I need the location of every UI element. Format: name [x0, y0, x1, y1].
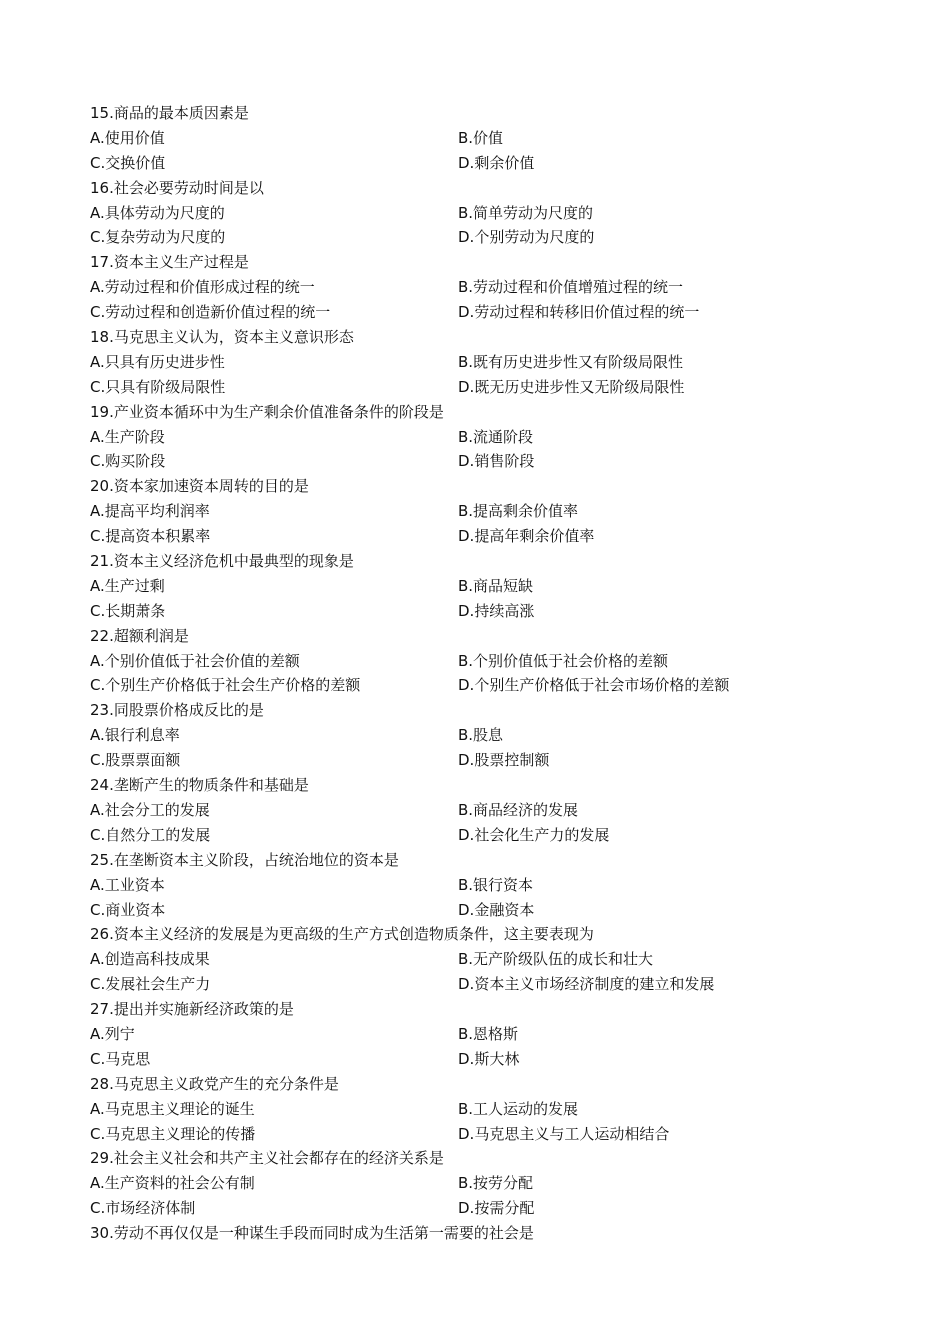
option-text: C.马克思主义理论的传播: [90, 1124, 256, 1143]
option-text: A.生产过剩: [90, 576, 165, 595]
option-text: A.个别价值低于社会价值的差额: [90, 651, 300, 670]
question-block: [90, 250, 880, 325]
option-text: C.劳动过程和创造新价值过程的统一: [90, 303, 331, 322]
option-text: B.既有历史进步性又有阶级局限性: [458, 352, 684, 371]
option-row: [90, 499, 880, 524]
question-block: [90, 400, 880, 475]
option-text: D.金融资本: [458, 900, 535, 919]
question-stem: 22.超额利润是: [90, 626, 189, 645]
option-text: D.按需分配: [458, 1199, 535, 1218]
option-text: D.劳动过程和转移旧价值过程的统一: [458, 303, 700, 322]
question-block: [90, 549, 880, 624]
option-text: A.工业资本: [90, 875, 165, 894]
option-row: [90, 350, 880, 375]
question-stem: 29.社会主义社会和共产主义社会都存在的经济关系是: [90, 1149, 444, 1168]
option-text: C.交换价值: [90, 153, 166, 172]
option-text: C.购买阶段: [90, 452, 166, 471]
option-text: C.股票票面额: [90, 751, 181, 770]
option-row: [90, 748, 880, 773]
option-row: [90, 649, 880, 674]
option-text: A.生产阶段: [90, 427, 165, 446]
option-text: A.列宁: [90, 1024, 135, 1043]
option-text: C.马克思: [90, 1049, 151, 1068]
option-row: [90, 201, 880, 226]
option-text: B.提高剩余价值率: [458, 502, 579, 521]
option-row: [90, 151, 880, 176]
option-text: D.既无历史进步性又无阶级局限性: [458, 377, 685, 396]
question-stem: 30.劳动不再仅仅是一种谋生手段而同时成为生活第一需要的社会是: [90, 1224, 534, 1243]
option-text: B.股息: [458, 726, 504, 745]
option-row: [90, 1047, 880, 1072]
question-block: [90, 922, 880, 997]
option-text: D.马克思主义与工人运动相结合: [458, 1124, 670, 1143]
question-block: [90, 624, 880, 699]
option-text: B.恩格斯: [458, 1024, 519, 1043]
option-text: C.提高资本积累率: [90, 527, 211, 546]
question-stem: 24.垄断产生的物质条件和基础是: [90, 776, 309, 795]
option-row: [90, 972, 880, 997]
option-text: D.个别生产价格低于社会市场价格的差额: [458, 676, 730, 695]
option-row: [90, 723, 880, 748]
option-text: B.简单劳动为尺度的: [458, 203, 594, 222]
option-row: [90, 1122, 880, 1147]
option-row: [90, 574, 880, 599]
option-row: [90, 798, 880, 823]
option-row: [90, 673, 880, 698]
question-block: [90, 1072, 880, 1147]
question-block: [90, 1146, 880, 1221]
option-text: B.无产阶级队伍的成长和壮大: [458, 950, 654, 969]
option-row: [90, 873, 880, 898]
option-row: [90, 375, 880, 400]
option-text: A.马克思主义理论的诞生: [90, 1099, 255, 1118]
option-row: [90, 524, 880, 549]
question-block: [90, 176, 880, 251]
option-text: B.价值: [458, 128, 504, 147]
option-text: D.销售阶段: [458, 452, 535, 471]
question-stem: 21.资本主义经济危机中最典型的现象是: [90, 552, 354, 571]
question-block: [90, 474, 880, 549]
option-text: B.个别价值低于社会价格的差额: [458, 651, 669, 670]
option-text: A.社会分工的发展: [90, 800, 210, 819]
question-list: [90, 101, 880, 1246]
question-stem: 25.在垄断资本主义阶段，占统治地位的资本是: [90, 850, 399, 869]
option-row: [90, 947, 880, 972]
option-text: D.股票控制额: [458, 751, 550, 770]
question-stem: 27.提出并实施新经济政策的是: [90, 1000, 294, 1019]
question-stem: 15.商品的最本质因素是: [90, 104, 249, 122]
question-block: [90, 101, 880, 176]
question-block: [90, 848, 880, 923]
option-text: C.个别生产价格低于社会生产价格的差额: [90, 676, 361, 695]
option-row: [90, 300, 880, 325]
option-text: B.商品经济的发展: [458, 800, 579, 819]
option-text: A.劳动过程和价值形成过程的统一: [90, 278, 315, 297]
option-text: D.社会化生产力的发展: [458, 825, 610, 844]
option-row: [90, 898, 880, 923]
option-text: A.生产资料的社会公有制: [90, 1174, 255, 1193]
option-text: B.银行资本: [458, 875, 534, 894]
option-text: D.提高年剩余价值率: [458, 527, 595, 546]
option-text: A.银行利息率: [90, 726, 180, 745]
question-stem: 16.社会必要劳动时间是以: [90, 178, 264, 197]
option-row: [90, 225, 880, 250]
question-stem: 20.资本家加速资本周转的目的是: [90, 477, 309, 496]
option-text: A.创造高科技成果: [90, 950, 210, 969]
option-text: B.按劳分配: [458, 1174, 534, 1193]
option-text: D.资本主义市场经济制度的建立和发展: [458, 975, 715, 994]
option-text: C.市场经济体制: [90, 1199, 196, 1218]
option-text: D.剩余价值: [458, 153, 535, 172]
question-stem: 28.马克思主义政党产生的充分条件是: [90, 1074, 339, 1093]
option-row: [90, 599, 880, 624]
option-text: C.自然分工的发展: [90, 825, 211, 844]
question-stem: 26.资本主义经济的发展是为更高级的生产方式创造物质条件，这主要表现为: [90, 925, 594, 944]
option-text: B.商品短缺: [458, 576, 534, 595]
option-row: [90, 1196, 880, 1221]
question-stem: 23.同股票价格成反比的是: [90, 701, 264, 720]
question-stem: 19.产业资本循环中为生产剩余价值准备条件的阶段是: [90, 402, 444, 421]
option-text: C.发展社会生产力: [90, 975, 211, 994]
option-text: D.个别劳动为尺度的: [458, 228, 595, 247]
option-text: A.使用价值: [90, 128, 165, 147]
option-row: [90, 1097, 880, 1122]
option-text: C.商业资本: [90, 900, 166, 919]
option-text: A.提高平均利润率: [90, 502, 210, 521]
option-row: [90, 449, 880, 474]
option-row: [90, 1171, 880, 1196]
option-text: B.流通阶段: [458, 427, 534, 446]
option-row: [90, 425, 880, 450]
option-text: C.长期萧条: [90, 601, 166, 620]
question-block: [90, 997, 880, 1072]
option-text: A.只具有历史进步性: [90, 352, 225, 371]
option-row: [90, 275, 880, 300]
option-text: A.具体劳动为尺度的: [90, 203, 225, 222]
option-text: C.只具有阶级局限性: [90, 377, 226, 396]
option-text: D.斯大林: [458, 1049, 520, 1068]
question-stem: 18.马克思主义认为，资本主义意识形态: [90, 328, 354, 347]
question-block: [90, 698, 880, 773]
question-block: [90, 325, 880, 400]
option-row: [90, 823, 880, 848]
question-stem: 17.资本主义生产过程是: [90, 253, 249, 272]
option-text: D.持续高涨: [458, 601, 535, 620]
option-row: [90, 1022, 880, 1047]
option-text: B.劳动过程和价值增殖过程的统一: [458, 278, 684, 297]
option-text: C.复杂劳动为尺度的: [90, 228, 226, 247]
option-row: [90, 126, 880, 151]
question-block: [90, 773, 880, 848]
option-text: B.工人运动的发展: [458, 1099, 579, 1118]
